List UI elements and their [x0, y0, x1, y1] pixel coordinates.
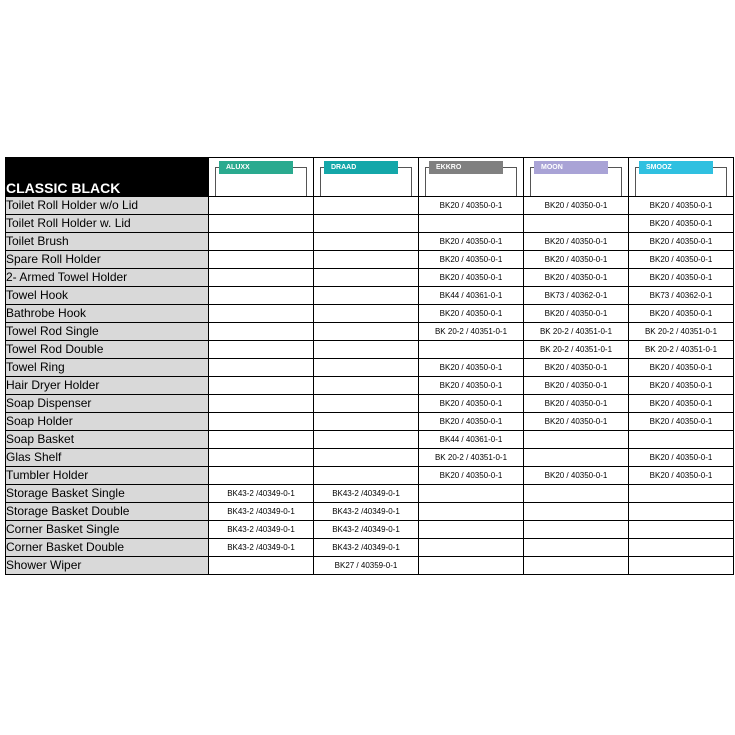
article-code-cell: BK20 / 40350-0-1	[629, 251, 734, 269]
article-code-cell: BK20 / 40350-0-1	[419, 305, 524, 323]
article-code-cell: BK20 / 40350-0-1	[419, 377, 524, 395]
article-code-cell	[314, 413, 419, 431]
brand-header-draad	[314, 158, 419, 197]
brand-tab: EKKRO	[429, 161, 503, 174]
brand-header-aluxx	[209, 158, 314, 197]
article-code-cell: BK20 / 40350-0-1	[419, 395, 524, 413]
table-row	[6, 485, 734, 503]
article-code-cell: BK20 / 40350-0-1	[419, 269, 524, 287]
brand-tab: MOON	[534, 161, 608, 174]
brand-header-ekkro	[419, 158, 524, 197]
article-code-cell: BK 20-2 / 40351-0-1	[629, 341, 734, 359]
article-code-cell: BK43-2 /40349-0-1	[314, 521, 419, 539]
article-code-cell: BK20 / 40350-0-1	[629, 233, 734, 251]
article-code-cell	[314, 341, 419, 359]
article-code-cell	[524, 557, 629, 575]
article-code-cell	[629, 503, 734, 521]
table-row	[6, 305, 734, 323]
article-code-cell	[524, 449, 629, 467]
table-row	[6, 359, 734, 377]
table-row	[6, 251, 734, 269]
article-code-cell: BK43-2 /40349-0-1	[209, 485, 314, 503]
article-code-cell	[629, 485, 734, 503]
article-code-cell	[524, 215, 629, 233]
article-code-cell: BK 20-2 / 40351-0-1	[524, 341, 629, 359]
article-code-cell: BK43-2 /40349-0-1	[209, 521, 314, 539]
article-code-cell: BK20 / 40350-0-1	[524, 377, 629, 395]
article-code-cell: BK20 / 40350-0-1	[419, 233, 524, 251]
product-name-cell: Spare Roll Holder	[6, 251, 209, 269]
table-row	[6, 449, 734, 467]
article-code-cell: BK73 / 40362-0-1	[629, 287, 734, 305]
article-code-cell	[209, 323, 314, 341]
article-code-cell	[314, 251, 419, 269]
article-code-cell	[209, 287, 314, 305]
article-code-cell	[314, 215, 419, 233]
table-row	[6, 395, 734, 413]
article-code-cell: BK20 / 40350-0-1	[629, 449, 734, 467]
article-code-cell	[314, 233, 419, 251]
article-code-cell: BK20 / 40350-0-1	[419, 413, 524, 431]
article-code-cell	[314, 359, 419, 377]
article-code-cell: BK 20-2 / 40351-0-1	[419, 449, 524, 467]
article-code-cell: BK73 / 40362-0-1	[524, 287, 629, 305]
article-code-cell: BK20 / 40350-0-1	[419, 359, 524, 377]
product-name-cell: Soap Holder	[6, 413, 209, 431]
article-code-cell	[524, 521, 629, 539]
article-code-cell: BK20 / 40350-0-1	[629, 395, 734, 413]
article-code-cell: BK43-2 /40349-0-1	[209, 539, 314, 557]
article-code-cell	[419, 539, 524, 557]
product-name-cell: Soap Basket	[6, 431, 209, 449]
table-row	[6, 215, 734, 233]
article-code-cell	[629, 521, 734, 539]
article-code-cell	[314, 305, 419, 323]
article-code-cell: BK44 / 40361-0-1	[419, 287, 524, 305]
table-row	[6, 413, 734, 431]
table-row	[6, 467, 734, 485]
product-name-cell: Towel Ring	[6, 359, 209, 377]
product-table-container	[5, 157, 733, 575]
product-name-cell: 2- Armed Towel Holder	[6, 269, 209, 287]
product-name-cell: Glas Shelf	[6, 449, 209, 467]
product-table	[5, 157, 734, 575]
article-code-cell: BK20 / 40350-0-1	[419, 467, 524, 485]
article-code-cell	[524, 431, 629, 449]
article-code-cell: BK20 / 40350-0-1	[524, 359, 629, 377]
article-code-cell	[209, 305, 314, 323]
article-code-cell	[524, 485, 629, 503]
article-code-cell	[419, 215, 524, 233]
article-code-cell	[629, 431, 734, 449]
article-code-cell	[209, 215, 314, 233]
article-code-cell: BK 20-2 / 40351-0-1	[419, 323, 524, 341]
article-code-cell	[209, 395, 314, 413]
article-code-cell: BK43-2 /40349-0-1	[314, 539, 419, 557]
product-name-cell: Towel Rod Single	[6, 323, 209, 341]
article-code-cell	[419, 341, 524, 359]
product-name-cell: Tumbler Holder	[6, 467, 209, 485]
product-name-cell: Corner Basket Double	[6, 539, 209, 557]
article-code-cell: BK27 / 40359-0-1	[314, 557, 419, 575]
article-code-cell: BK20 / 40350-0-1	[629, 467, 734, 485]
article-code-cell	[419, 557, 524, 575]
article-code-cell: BK44 / 40361-0-1	[419, 431, 524, 449]
article-code-cell	[419, 485, 524, 503]
product-name-cell: Corner Basket Single	[6, 521, 209, 539]
product-name-cell: Towel Hook	[6, 287, 209, 305]
table-row	[6, 377, 734, 395]
article-code-cell: BK20 / 40350-0-1	[629, 197, 734, 215]
article-code-cell	[314, 467, 419, 485]
article-code-cell	[314, 197, 419, 215]
article-code-cell	[314, 269, 419, 287]
article-code-cell	[314, 431, 419, 449]
article-code-cell	[314, 395, 419, 413]
table-row	[6, 197, 734, 215]
article-code-cell: BK20 / 40350-0-1	[419, 197, 524, 215]
article-code-cell: BK20 / 40350-0-1	[524, 251, 629, 269]
article-code-cell: BK20 / 40350-0-1	[629, 305, 734, 323]
article-code-cell	[524, 539, 629, 557]
brand-tab: ALUXX	[219, 161, 293, 174]
article-code-cell	[419, 521, 524, 539]
table-body	[6, 197, 734, 575]
article-code-cell: BK20 / 40350-0-1	[524, 233, 629, 251]
article-code-cell	[209, 413, 314, 431]
product-name-cell: Toilet Brush	[6, 233, 209, 251]
product-name-cell: Storage Basket Single	[6, 485, 209, 503]
article-code-cell: BK20 / 40350-0-1	[419, 251, 524, 269]
table-row	[6, 431, 734, 449]
article-code-cell: BK20 / 40350-0-1	[524, 467, 629, 485]
table-title: CLASSIC BLACK	[6, 158, 209, 197]
table-row	[6, 521, 734, 539]
article-code-cell	[209, 467, 314, 485]
article-code-cell	[314, 287, 419, 305]
article-code-cell	[629, 557, 734, 575]
article-code-cell: BK20 / 40350-0-1	[629, 269, 734, 287]
table-row	[6, 269, 734, 287]
table-row	[6, 323, 734, 341]
product-name-cell: Bathrobe Hook	[6, 305, 209, 323]
article-code-cell	[209, 449, 314, 467]
article-code-cell: BK 20-2 / 40351-0-1	[524, 323, 629, 341]
article-code-cell: BK20 / 40350-0-1	[524, 269, 629, 287]
article-code-cell	[209, 197, 314, 215]
article-code-cell: BK20 / 40350-0-1	[629, 413, 734, 431]
product-name-cell: Towel Rod Double	[6, 341, 209, 359]
article-code-cell	[209, 359, 314, 377]
article-code-cell	[209, 233, 314, 251]
article-code-cell: BK20 / 40350-0-1	[524, 305, 629, 323]
article-code-cell	[419, 503, 524, 521]
header-row	[6, 158, 734, 197]
article-code-cell	[209, 431, 314, 449]
table-row	[6, 341, 734, 359]
article-code-cell	[209, 341, 314, 359]
article-code-cell	[314, 323, 419, 341]
brand-tab: DRAAD	[324, 161, 398, 174]
article-code-cell: BK20 / 40350-0-1	[524, 197, 629, 215]
product-name-cell: Hair Dryer Holder	[6, 377, 209, 395]
product-name-cell: Toilet Roll Holder w. Lid	[6, 215, 209, 233]
article-code-cell: BK43-2 /40349-0-1	[314, 485, 419, 503]
product-name-cell: Shower Wiper	[6, 557, 209, 575]
brand-header-moon	[524, 158, 629, 197]
article-code-cell: BK20 / 40350-0-1	[524, 413, 629, 431]
table-row	[6, 557, 734, 575]
article-code-cell	[209, 557, 314, 575]
article-code-cell	[209, 269, 314, 287]
brand-tab: SMOOZ	[639, 161, 713, 174]
article-code-cell	[314, 449, 419, 467]
table-row	[6, 233, 734, 251]
product-name-cell: Toilet Roll Holder w/o Lid	[6, 197, 209, 215]
table-row	[6, 539, 734, 557]
product-name-cell: Storage Basket Double	[6, 503, 209, 521]
article-code-cell: BK 20-2 / 40351-0-1	[629, 323, 734, 341]
article-code-cell: BK20 / 40350-0-1	[629, 377, 734, 395]
table-row	[6, 287, 734, 305]
article-code-cell: BK20 / 40350-0-1	[629, 215, 734, 233]
article-code-cell	[314, 377, 419, 395]
article-code-cell	[209, 377, 314, 395]
article-code-cell	[209, 251, 314, 269]
product-name-cell: Soap Dispenser	[6, 395, 209, 413]
article-code-cell	[629, 539, 734, 557]
article-code-cell: BK20 / 40350-0-1	[629, 359, 734, 377]
brand-header-smooz	[629, 158, 734, 197]
article-code-cell: BK43-2 /40349-0-1	[209, 503, 314, 521]
article-code-cell: BK20 / 40350-0-1	[524, 395, 629, 413]
article-code-cell: BK43-2 /40349-0-1	[314, 503, 419, 521]
article-code-cell	[524, 503, 629, 521]
table-row	[6, 503, 734, 521]
